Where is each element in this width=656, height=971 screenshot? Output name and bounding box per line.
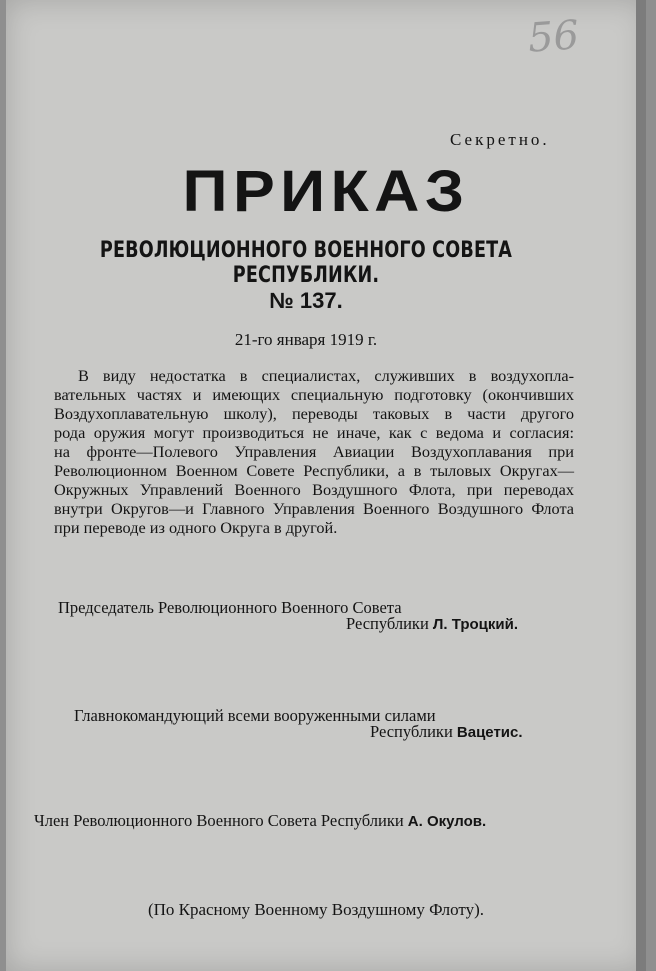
body-line: на фронте—Полевого Управления Авиации Воздухоплавания при [54, 442, 574, 461]
chairman-title-line1: Председатель Революционного Военного Совета [58, 598, 402, 617]
body-line: Воздухоплавательную школу), переводы таковых в части другого [54, 404, 574, 423]
commander-title-line1: Главнокомандующий всеми вооруженными силами [74, 706, 436, 725]
body-line: В виду недостатка в специалистах, служивших в воздухопла- [78, 366, 574, 385]
body-line: Окружных Управлений Военного Воздушного Флота, при переводах [54, 480, 574, 499]
chairman-name: Л. Троцкий. [432, 616, 519, 633]
commander-signature [370, 722, 523, 742]
document-title: ПРИКАЗ [182, 159, 470, 224]
document-page [6, 0, 646, 971]
body-line: внутри Округов—и Главного Управления Военного Воздушного Флота [54, 499, 574, 518]
chairman-signature [346, 614, 518, 634]
classification-label: Секретно. [450, 130, 550, 149]
distribution-note: (По Красному Военному Воздушному Флоту). [147, 900, 485, 919]
order-body [54, 366, 574, 537]
member-name: А. Окулов. [407, 813, 487, 830]
commander-title-line2: Республики [370, 722, 453, 741]
document-subtitle: РЕВОЛЮЦИОННОГО ВОЕННОГО СОВЕТА РЕСПУБЛИКИ. [99, 238, 513, 288]
page-edge [636, 0, 646, 971]
commander-name: Вацетис. [456, 724, 523, 741]
member-title: Член Революционного Военного Совета Республики [34, 811, 404, 830]
body-line: при переводе из одного Округа в другой. [54, 518, 338, 537]
member-signature [34, 811, 486, 831]
order-date: 21-го января 1919 г. [234, 330, 378, 349]
order-number: № 137. [269, 288, 343, 313]
handwritten-page-number: 56 [526, 12, 581, 62]
body-line: рода оружия могут производиться не иначе, как с ведома и согласия: [54, 423, 574, 442]
body-line: Революционном Военном Совете Республики, а в тыловых Округах— [54, 461, 574, 480]
chairman-title-line2: Республики [346, 614, 429, 633]
body-line: вательных частях и имеющих специальную подготовку (окончивших [54, 385, 574, 404]
